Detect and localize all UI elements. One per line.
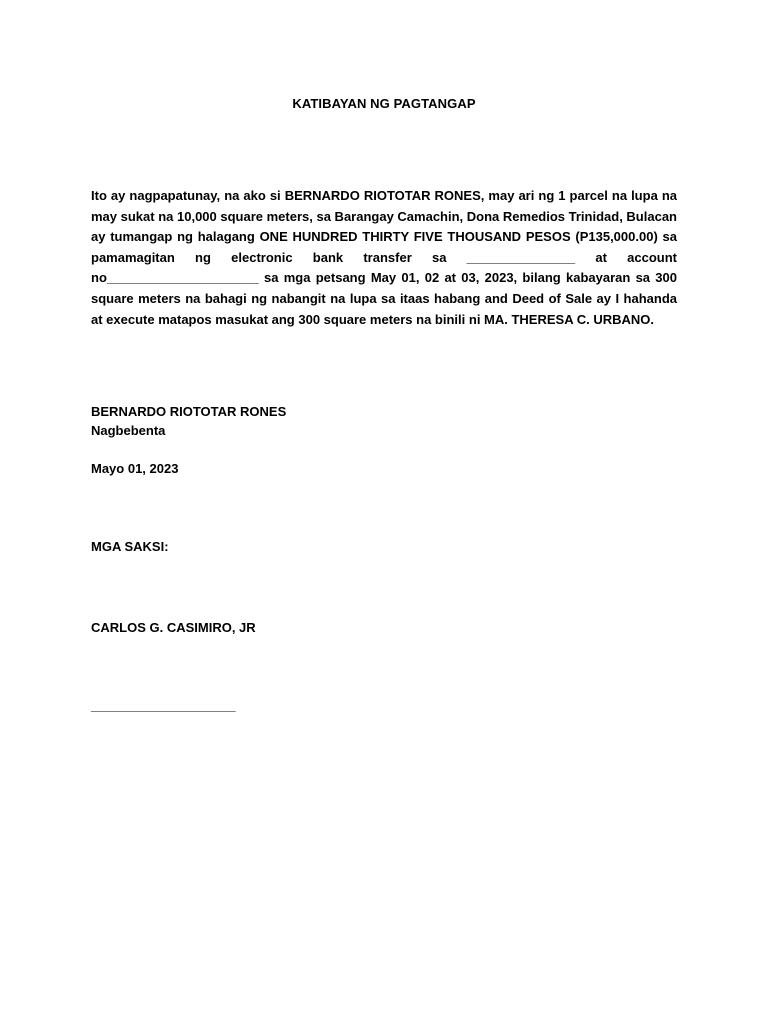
signature-line: ____________________	[91, 698, 236, 713]
document-date: Mayo 01, 2023	[91, 461, 179, 476]
witness-name: CARLOS G. CASIMIRO, JR	[91, 620, 256, 635]
seller-block	[91, 402, 286, 440]
seller-name: BERNARDO RIOTOTAR RONES	[91, 404, 287, 419]
document-title: KATIBAYAN NG PAGTANGAP	[292, 96, 476, 111]
seller-role: Nagbebenta	[91, 423, 166, 438]
witness-label: MGA SAKSI:	[91, 539, 169, 554]
body-paragraph: Ito ay nagpapatunay, na ako si BERNARDO RIOTOTAR RONES, may ari ng 1 parcel na lupa na may sukat na 10,000 square meters, sa Barangay Camachin, Dona Remedios Trinidad, Bulacan ay tumangap ng halagang ONE HUNDRED THIRTY FIVE THOUSAND PESOS (P135,000.00) sa pamamagitan ng electronic bank transfer sa _______________ at account no_____________________ sa mga petsang May 01, 02 at 03, 2023, bilang kabayaran sa 300 square meters na bahagi ng nabangit na lupa sa itaas habang and Deed of Sale ay I hahanda at execute matapos masukat ang 300 square meters na binili ni MA. THERESA C. URBANO.	[91, 188, 677, 327]
